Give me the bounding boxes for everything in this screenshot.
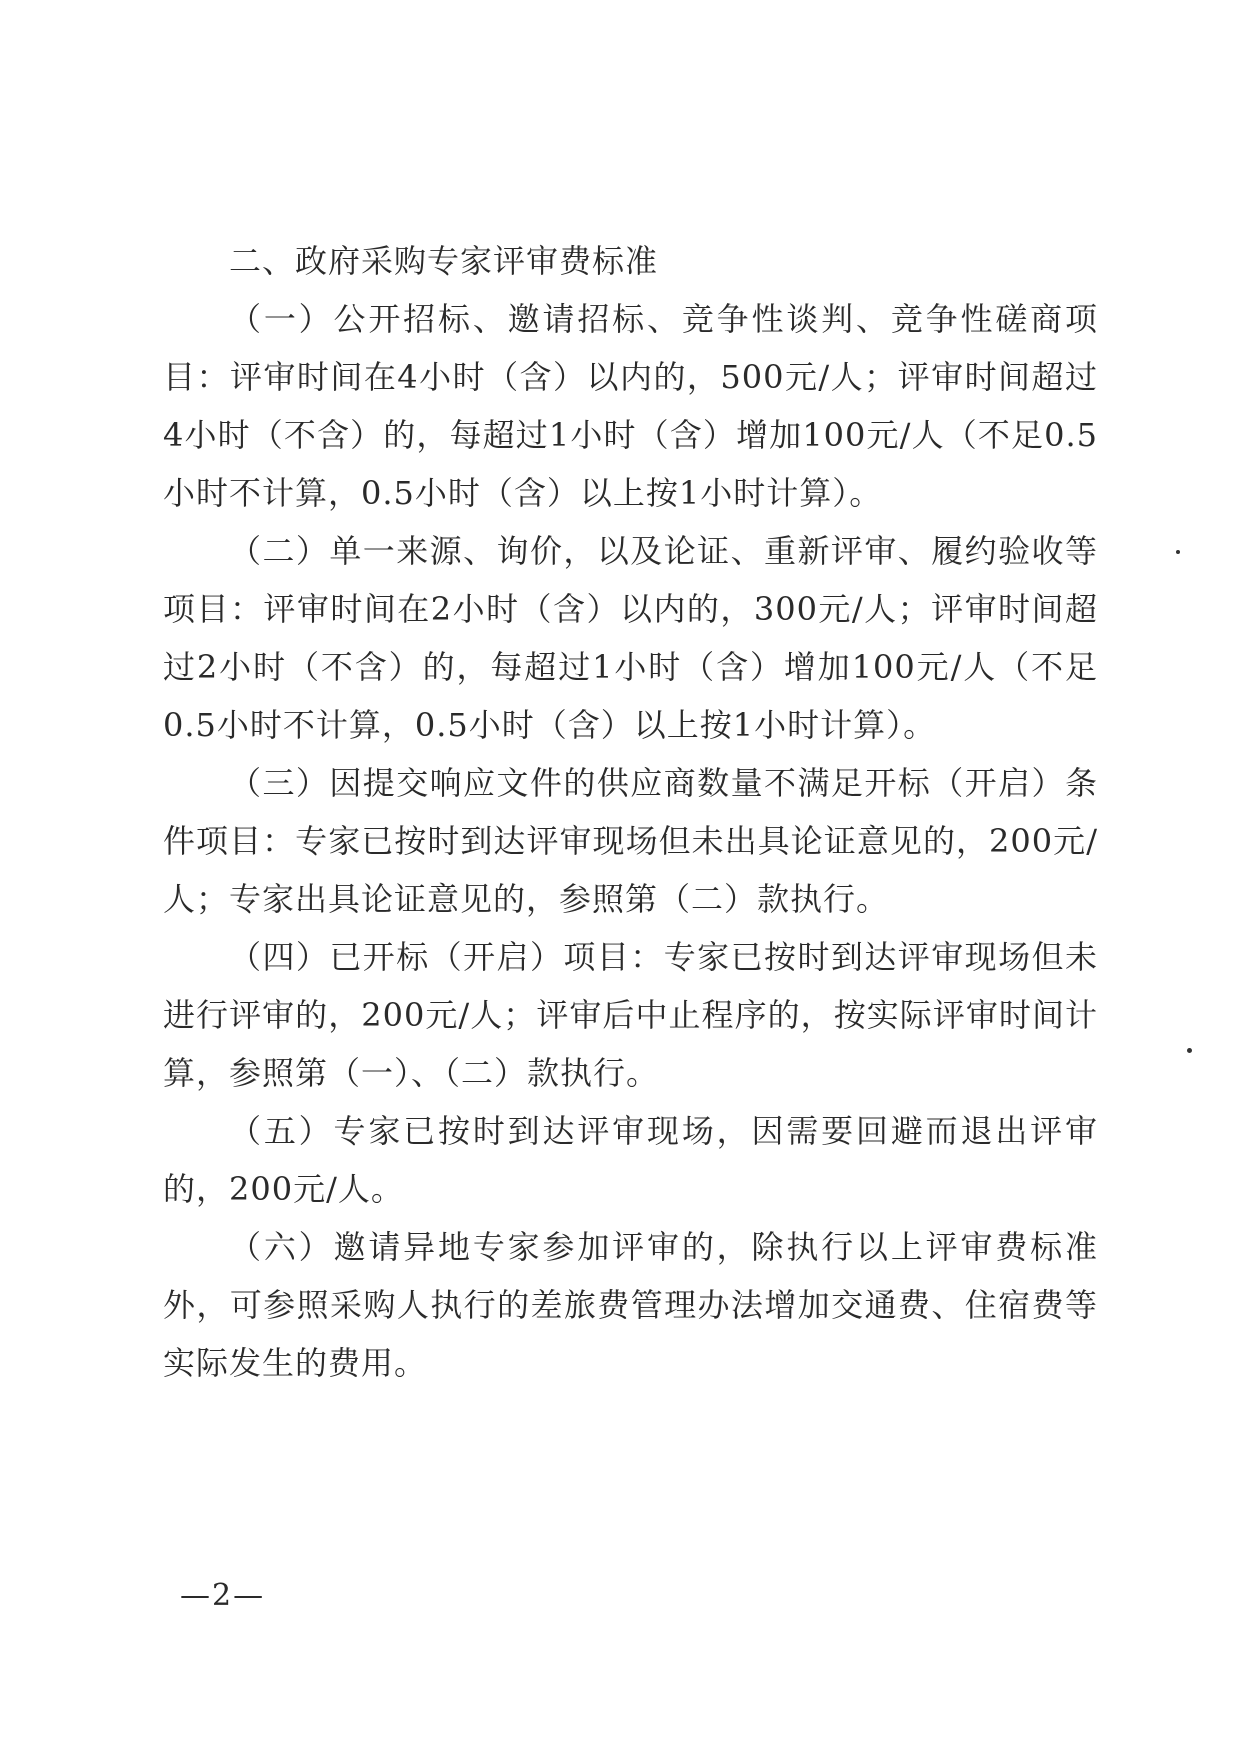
- scan-speck: [1176, 550, 1180, 554]
- paragraph-2: （二）单一来源、询价，以及论证、重新评审、履约验收等项目：评审时间在2小时（含）以内的，300元/人；评审时间超过2小时（不含）的，每超过1小时（含）增加100元/人（不足0.5小时不计算，0.5小时（含）以上按1小时计算）。: [163, 532, 1098, 744]
- page-number: —2—: [180, 1578, 266, 1613]
- paragraph-5: （五）专家已按时到达评审现场，因需要回避而退出评审的，200元/人。: [163, 1112, 1098, 1208]
- paragraph-3: （三）因提交响应文件的供应商数量不满足开标（开启）条件项目：专家已按时到达评审现场但未出具论证意见的，200元/人；专家出具论证意见的，参照第（二）款执行。: [163, 764, 1098, 918]
- paragraph-1: （一）公开招标、邀请招标、竞争性谈判、竞争性磋商项目：评审时间在4小时（含）以内的，500元/人；评审时间超过4小时（不含）的，每超过1小时（含）增加100元/人（不足0.5小时不计算，0.5小时（含）以上按1小时计算）。: [163, 300, 1098, 512]
- paragraph-4: （四）已开标（开启）项目：专家已按时到达评审现场但未进行评审的，200元/人；评审后中止程序的，按实际评审时间计算，参照第（一）、（二）款执行。: [163, 938, 1098, 1092]
- section-heading: 二、政府采购专家评审费标准: [229, 242, 659, 280]
- section-body: [163, 232, 1098, 1392]
- paragraph-6: （六）邀请异地专家参加评审的，除执行以上评审费标准外，可参照采购人执行的差旅费管理办法增加交通费、住宿费等实际发生的费用。: [163, 1228, 1098, 1382]
- scan-speck: [1187, 1048, 1192, 1053]
